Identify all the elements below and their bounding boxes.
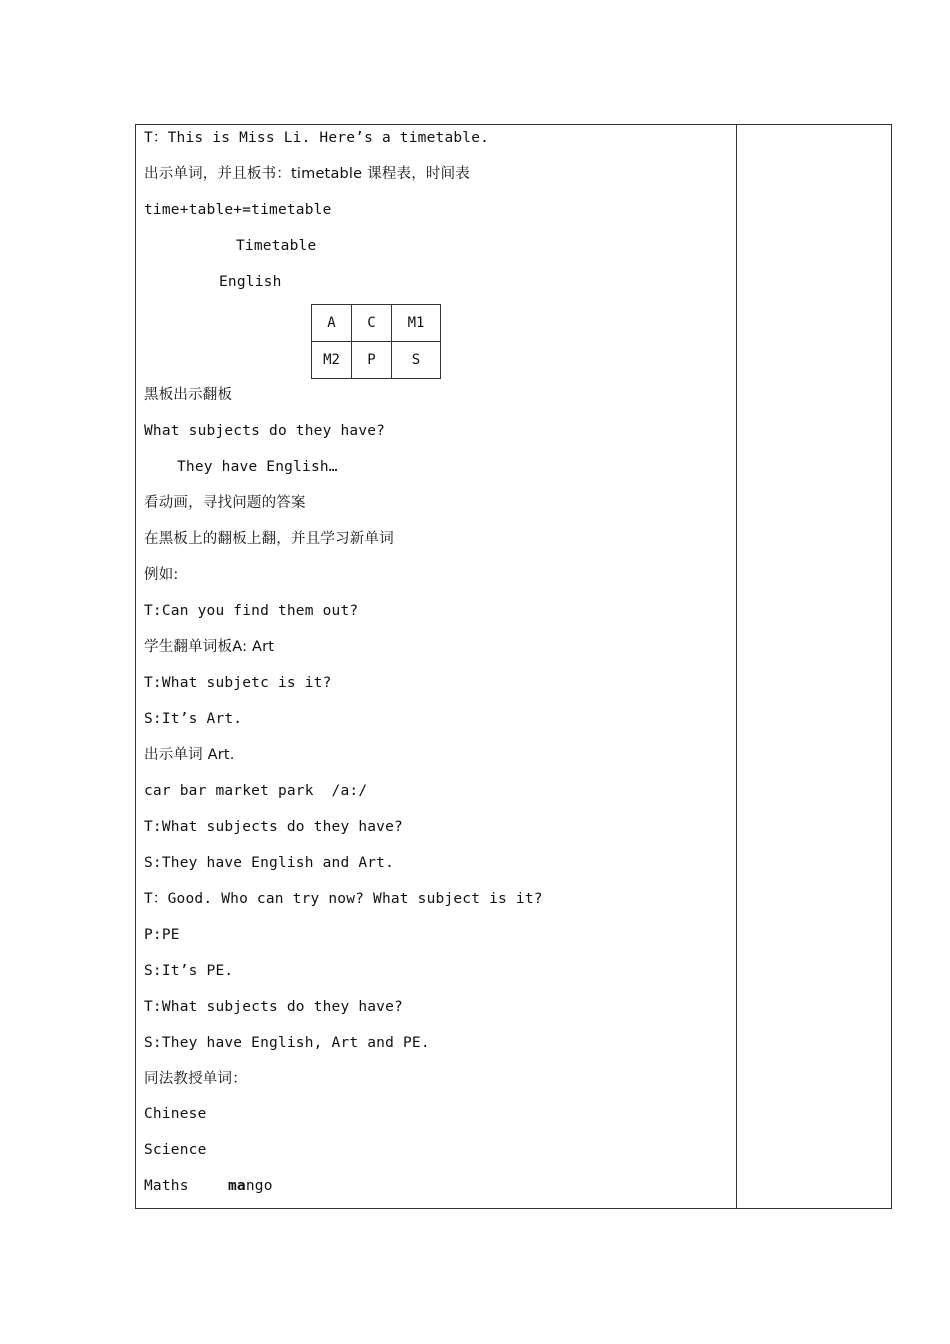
text-line: P:PE [144,927,180,943]
mango-rest: ngo [245,1178,273,1194]
grid-cell: A [312,305,352,342]
grid-cell: P [352,342,392,379]
text-line: 学生翻单词板A: Art [144,639,275,655]
grid-cell: C [352,305,392,342]
grid-cell: M1 [392,305,441,342]
text-line: Chinese [144,1106,207,1122]
text-line: 同法教授单词： [144,1071,247,1087]
text-line: T:What subjects do they have? [144,819,403,835]
text-line: car bar market park /a:/ [144,783,368,799]
text-line: 看动画，寻找问题的答案 [144,495,306,511]
text-line: 黑板出示翻板 [144,387,233,403]
text-line: T：This is Miss Li. Here’s a timetable. [144,130,490,146]
english-label: English [219,274,282,290]
column-divider [736,124,737,1209]
timetable-grid [311,304,441,379]
text-line: S:They have English, Art and PE. [144,1035,430,1051]
grid-cell: S [392,342,441,379]
text-line: S:They have English and Art. [144,855,395,871]
text-line: T:What subjects do they have? [144,999,403,1015]
grid-cell: M2 [312,342,352,379]
text-line: time+table+=timetable [144,202,332,218]
text-line: S:It’s PE. [144,963,234,979]
timetable-heading: Timetable [236,238,317,254]
text-line: 出示单词 Art. [144,747,235,763]
text-line: T:Can you find them out? [144,603,359,619]
text-line: 在黑板上的翻板上翻，并且学习新单词 [144,531,394,547]
text-line: T:What subjetc is it? [144,675,332,691]
text-line: 例如: [144,567,179,583]
text-line: What subjects do they have? [144,423,386,439]
mango-word [228,1176,273,1196]
text-line: They have English… [177,459,338,475]
text-line: T：Good. Who can try now? What subject is it? [144,891,543,907]
text-line: S:It’s Art. [144,711,243,727]
text-line: 出示单词，并且板书：timetable 课程表，时间表 [144,166,470,182]
text-line: Science [144,1142,207,1158]
text-line: Maths [144,1178,189,1194]
mango-highlight: ma [228,1178,246,1194]
